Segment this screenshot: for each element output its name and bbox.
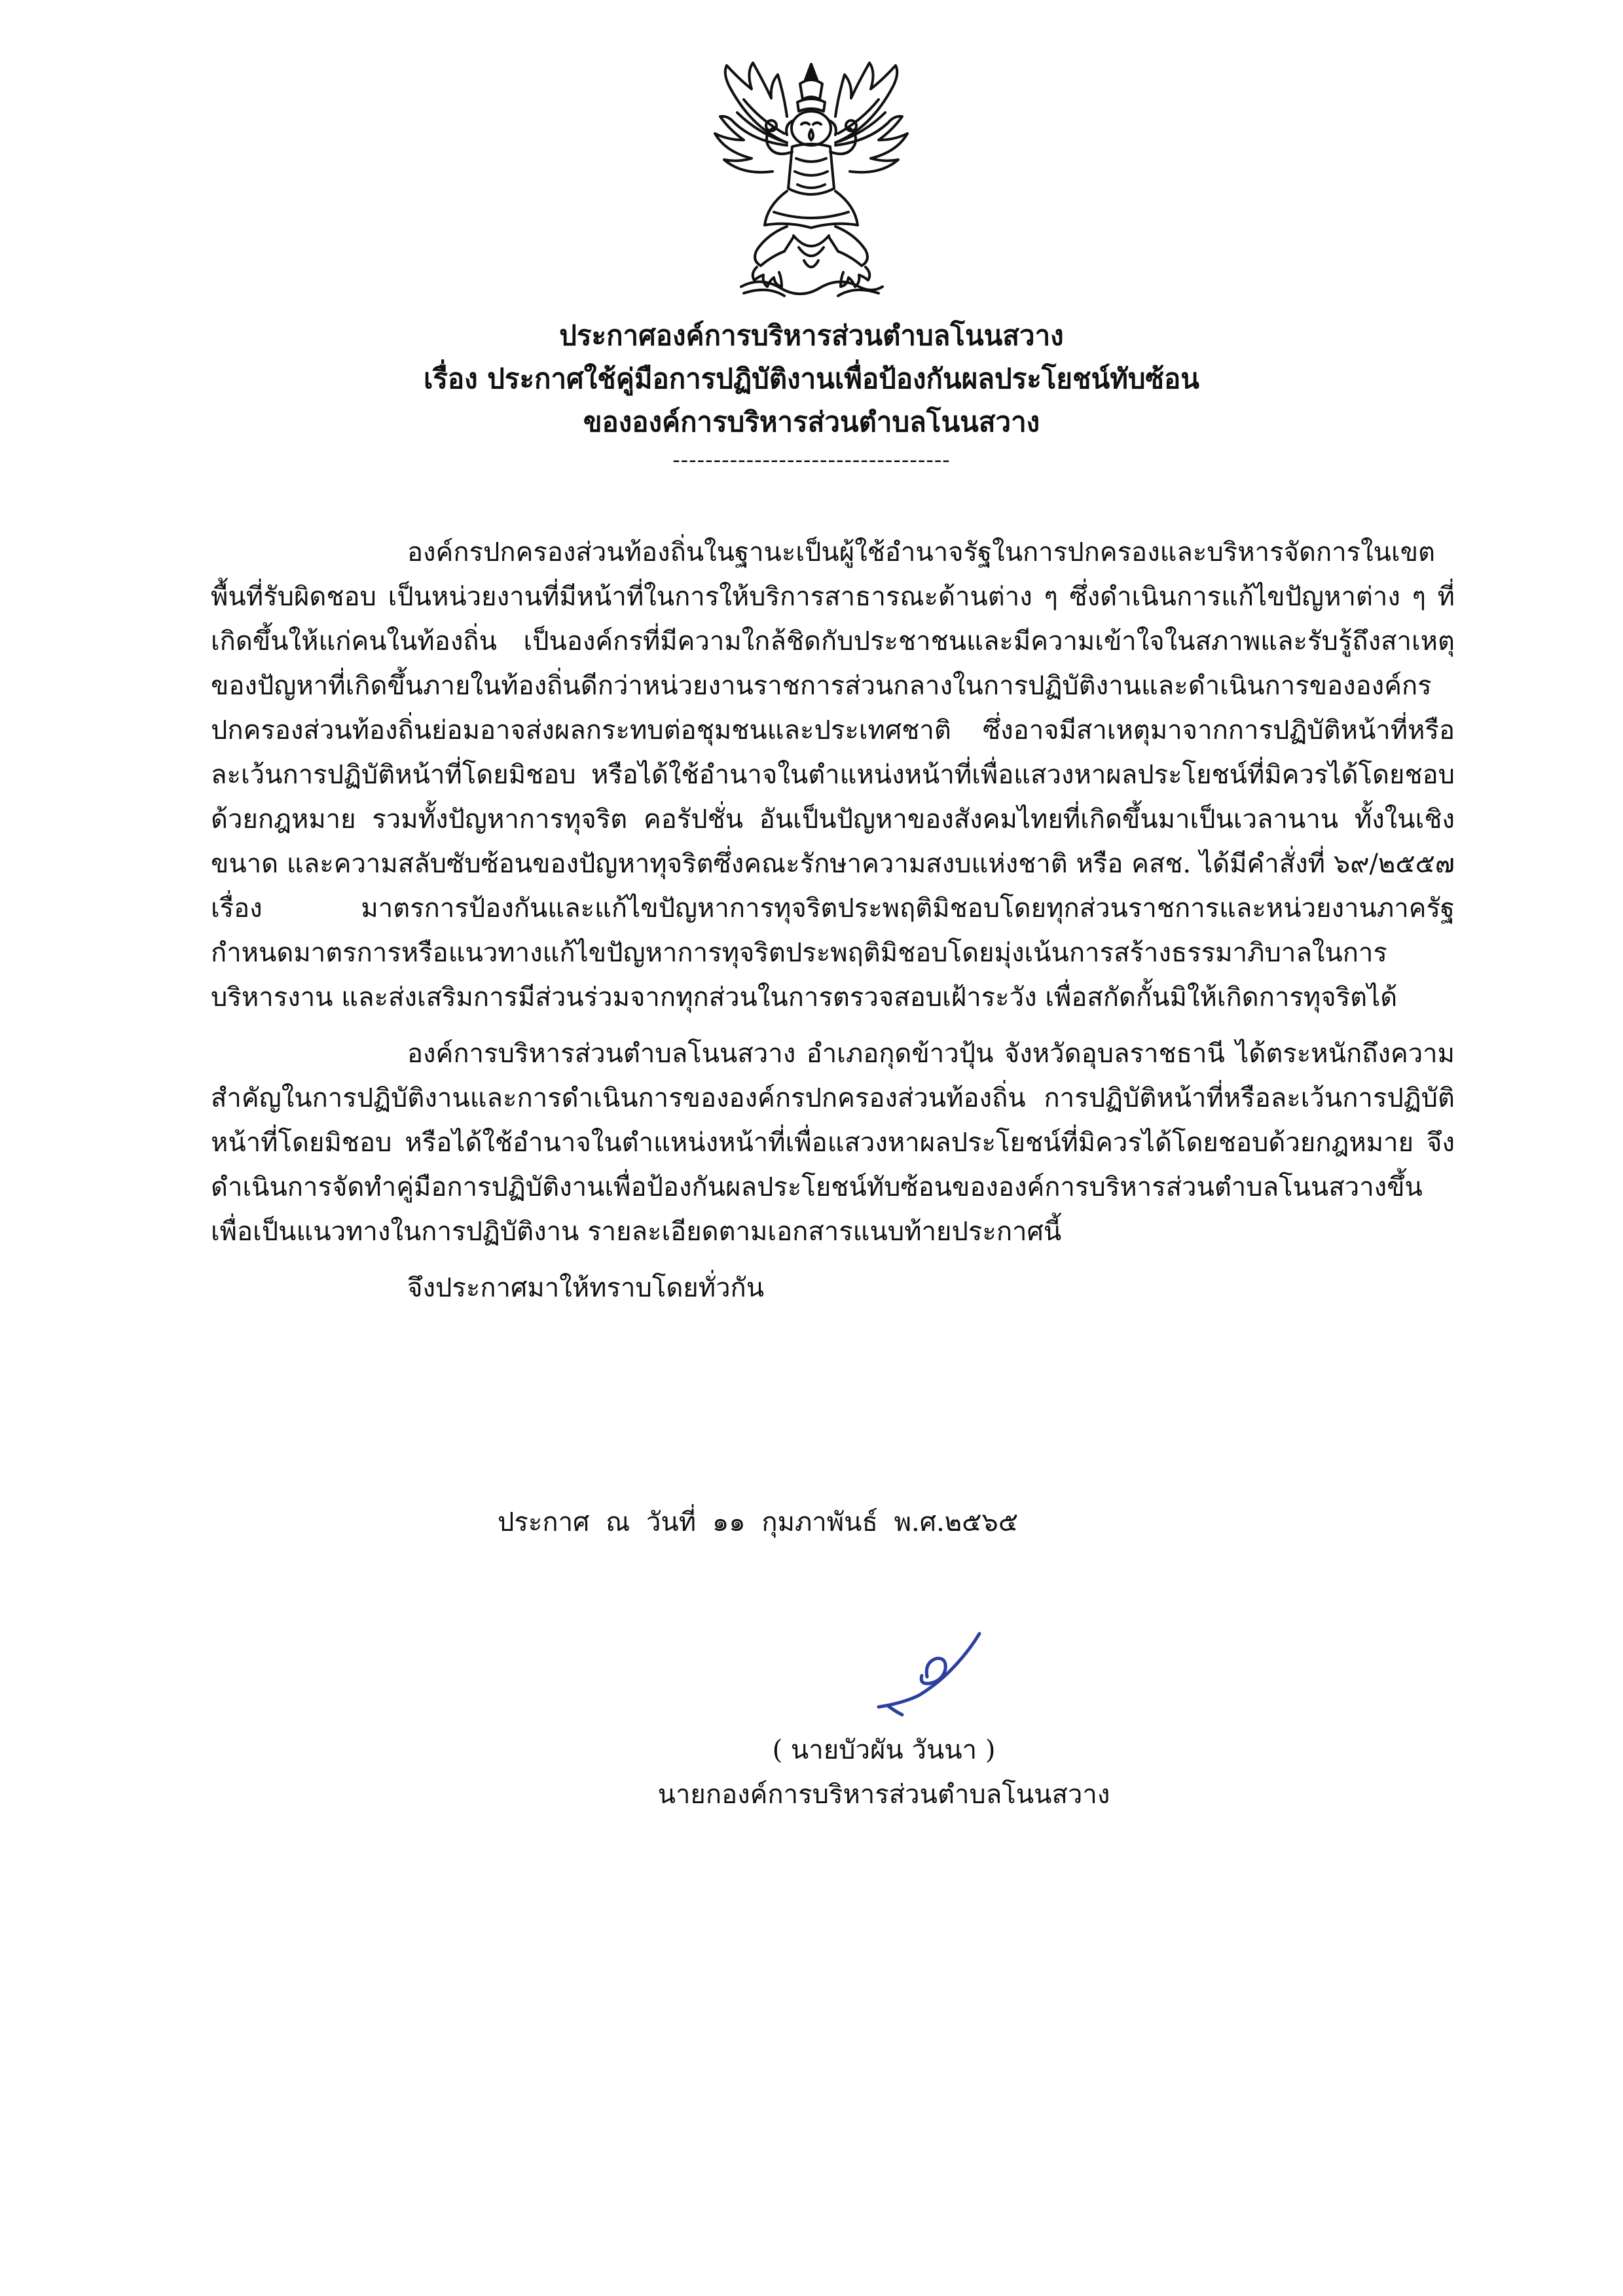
title-line-organization: ขององค์การบริหารส่วนตำบลโนนสวาง bbox=[583, 406, 1040, 438]
signer-name: ( นายบัวผัน วันนา ) bbox=[772, 1735, 996, 1765]
garuda-emblem-icon bbox=[689, 60, 934, 302]
closing-statement: จึงประกาศมาให้ทราบโดยทั่วกัน bbox=[407, 1273, 765, 1303]
announcement-title bbox=[196, 314, 1427, 476]
handwritten-signature bbox=[864, 1617, 995, 1728]
signer-title: นายกองค์การบริหารส่วนตำบลโนนสวาง bbox=[657, 1780, 1110, 1810]
body-paragraph-1: องค์กรปกครองส่วนท้องถิ่นในฐานะเป็นผู้ใช้อำนาจรัฐในการปกครองและบริหารจัดการในเขตพื้นที่รับผิดชอบ เป็นหน่วยงานที่มีหน้าที่ในการให้บริการสาธารณะด้านต่าง ๆ ซึ่งดำเนินการแก้ไขปัญหาต่าง ๆ ที่เกิดขึ้นให้แก่คนในท้องถิ่น เป็นองค์กรที่มีความใกล้ชิดกับประชาชนและมีความเข้าใจในสภาพและรับรู้ถึงสาเหตุของปัญหาที่เกิดขึ้นภายในท้องถิ่นดีกว่าหน่วยงานราชการส่วนกลางในการปฏิบัติงานและดำเนินการขององค์กรปกครองส่วนท้องถิ่นย่อมอาจส่งผลกระทบต่อชุมชนและประเทศชาติ ซึ่งอาจมีสาเหตุมาจากการปฏิบัติหน้าที่หรือละเว้นการปฏิบัติหน้าที่โดยมิชอบ หรือได้ใช้อำนาจในตำแหน่งหน้าที่เพื่อแสวงหาผลประโยชน์ที่มิควรได้โดยชอบด้วยกฎหมาย รวมทั้งปัญหาการทุจริต คอรัปชั่น อันเป็นปัญหาของสังคมไทยที่เกิดขึ้นมาเป็นเวลานาน ทั้งในเชิงขนาด และความสลับซับซ้อนของปัญหาทุจริตซึ่งคณะรักษาความสงบแห่งชาติ หรือ คสช. ได้มีคำสั่งที่ ๖๙/๒๕๕๗ เรื่อง มาตรการป้องกันและแก้ไขปัญหาการทุจริตประพฤติมิชอบโดยทุกส่วนราชการและหน่วยงานภาครัฐ กำหนดมาตรการหรือแนวทางแก้ไขปัญหาการทุจริตประพฤติมิชอบโดยมุ่งเน้นการสร้างธรรมาภิบาลในการบริหารงาน และส่งเสริมการมีส่วนร่วมจากทุกส่วนในการตรวจสอบเฝ้าระวัง เพื่อสกัดกั้นมิให้เกิดการทุจริตได้ bbox=[211, 537, 1455, 1013]
body-paragraph-2: องค์การบริหารส่วนตำบลโนนสวาง อำเภอกุดข้าวปุ้น จังหวัดอุบลราชธานี ได้ตระหนักถึงความสำคัญในการปฏิบัติงานและการดำเนินการขององค์กรปกครองส่วนท้องถิ่น การปฏิบัติหน้าที่หรือละเว้นการปฏิบัติหน้าที่โดยมิชอบ หรือได้ใช้อำนาจในตำแหน่งหน้าที่เพื่อแสวงหาผลประโยชน์ที่มิควรได้โดยชอบด้วยกฎหมาย จึงดำเนินการจัดทำคู่มือการปฏิบัติงานเพื่อป้องกันผลประโยชน์ทับซ้อนขององค์การบริหารส่วนตำบลโนนสวางขึ้นเพื่อเป็นแนวทางในการปฏิบัติงาน รายละเอียดตามเอกสารแนบท้ายประกาศนี้ bbox=[211, 1039, 1455, 1247]
announcement-body bbox=[211, 530, 1455, 1310]
announcement-date: ประกาศ ณ วันที่ ๑๑ กุมภาพันธ์ พ.ศ.๒๕๖๕ bbox=[498, 1507, 1019, 1537]
title-line-subject: เรื่อง ประกาศใช้คู่มือการปฏิบัติงานเพื่อป้องกันผลประโยชน์ทับซ้อน bbox=[423, 363, 1199, 395]
title-separator: ---------------------------------- bbox=[672, 447, 951, 473]
signer-block bbox=[589, 1728, 1178, 1817]
title-line-issuer: ประกาศองค์การบริหารส่วนตำบลโนนสวาง bbox=[559, 319, 1064, 351]
